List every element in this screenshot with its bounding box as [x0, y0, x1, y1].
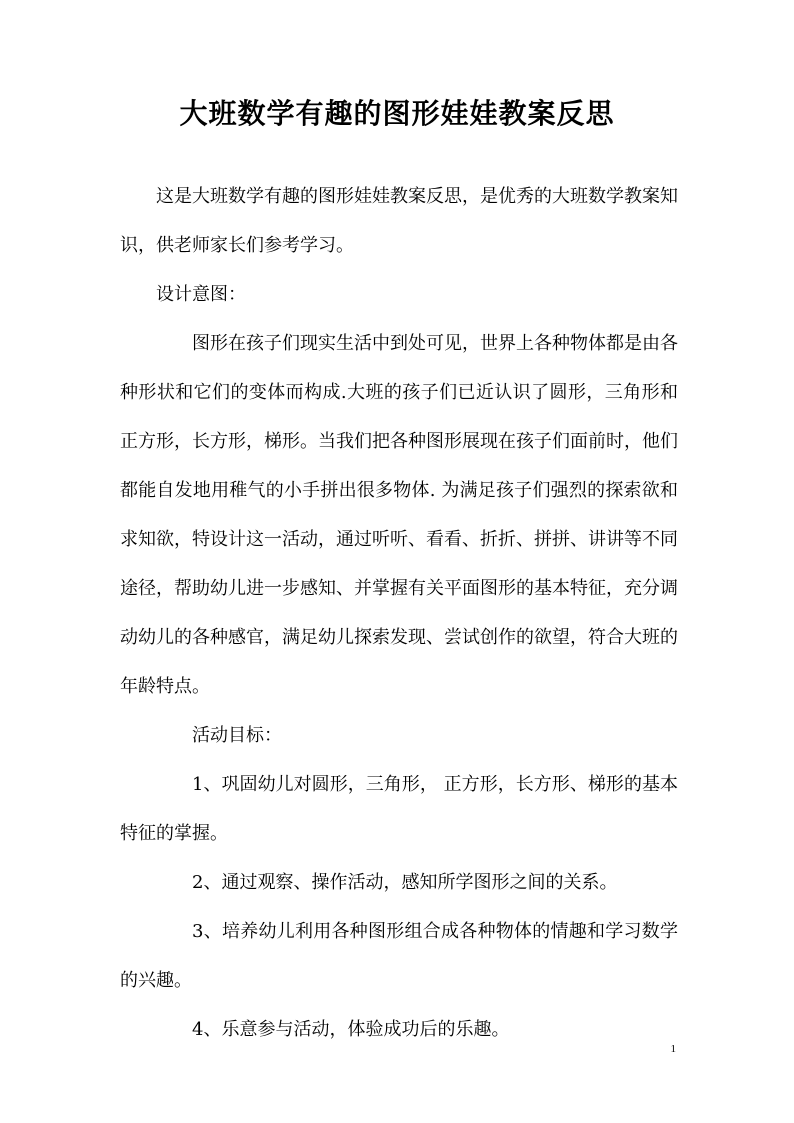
goal-item-2: 2、通过观察、操作活动，感知所学图形之间的关系。 [192, 872, 618, 893]
section-heading-activity-goals: 活动目标： [192, 725, 282, 746]
document-title: 大班数学有趣的图形娃娃教案反思 [179, 97, 615, 130]
design-intent-paragraph: 图形在孩子们现实生活中到处可见，世界上各种物体都是由各种形状和它们的变体而构成.大班的孩子们已近认识了圆形，三角形和正方形，长方形，梯形。当我们把各种图形展现在孩子们面前时，他们都能自发地用稚气的小手拼出很多物体. 为满足孩子们强烈的探索欲和求知欲，特设计这一活动，通过听听、看看、折折、拼拼、讲讲等不同途径，帮助幼儿进一步感知、并掌握有关平面图形的基本特征，充分调动幼儿的各种感官，满足幼儿探索发现、尝试创作的欲望，符合大班的年龄特点。 [120, 333, 678, 697]
page-number: 1 [670, 1043, 676, 1055]
goal-item-3: 3、培养幼儿利用各种图形组合成各种物体的情趣和学习数学的兴趣。 [120, 921, 678, 991]
document-body [120, 172, 678, 1054]
intro-paragraph: 这是大班数学有趣的图形娃娃教案反思，是优秀的大班数学教案知识，供老师家长们参考学习。 [120, 186, 678, 256]
goal-item-4: 4、乐意参与活动，体验成功后的乐趣。 [192, 1019, 510, 1040]
section-heading-design-intent: 设计意图： [156, 284, 246, 305]
goal-item-1: 1、巩固幼儿对圆形，三角形， 正方形，长方形、梯形的基本特征的掌握。 [120, 774, 678, 844]
